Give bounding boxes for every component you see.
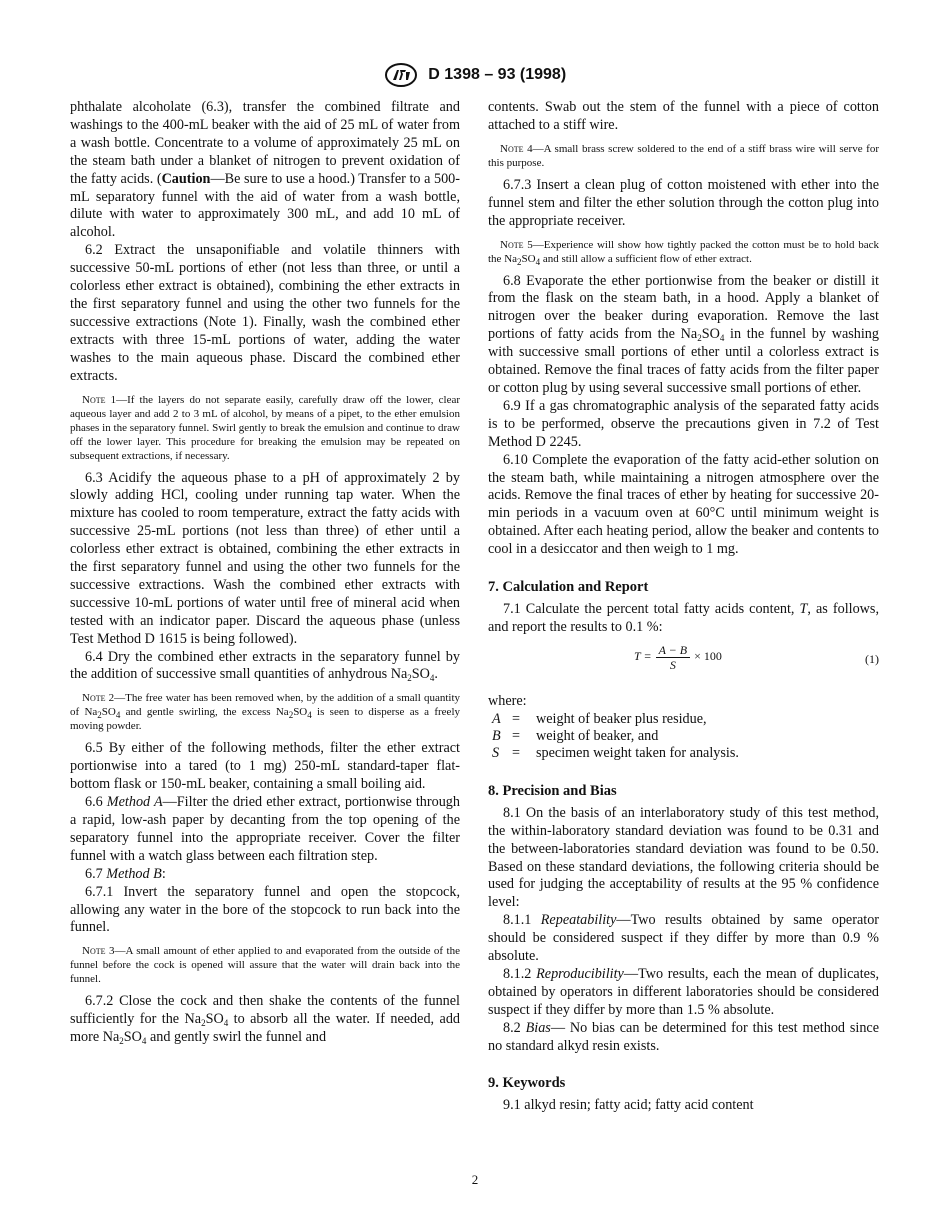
section-7-heading: 7. Calculation and Report	[488, 579, 649, 596]
left-column	[70, 99, 460, 1047]
document-designation: D 1398 – 93 (1998)	[428, 66, 567, 83]
equation-fraction	[656, 643, 691, 672]
paragraph-6-7-3: 6.7.3 Insert a clean plug of cotton moistened with ether into the funnel stem and filter the ether solution through the cotton plug into the appropriate receiver.	[488, 176, 879, 229]
note-5: Note 5—Experience will show how tightly packed the cotton must be to hold back the $Na_2SO_4$ and still allow a sufficient flow of ether extract.	[488, 238, 879, 267]
paragraph-6-2: 6.2 Extract the unsaponifiable and volatile thinners with successive 50-mL portions of ether (not less than three, or until a colorless ether extract is obtained), combining the ether extracts in the first separatory funnel and using the other two funnels for the successive extractions (Note 1). Finally, wash the combined ether extracts with three 15-mL portions of water, adding the water washes to the main aqueous phase. Discard the combined ether extracts.	[70, 242, 460, 384]
definition-row: S = specimen weight taken for analysis.	[492, 745, 739, 762]
paragraph-6-7-2: 6.7.2 Close the cock and then shake the contents of the funnel sufficiently for the $Na_2SO_4$ to absorb all the water. If needed, add more $Na_2SO_4$ and gently swirl the funnel and	[70, 993, 461, 1047]
paragraph-9-1: 9.1 alkyd resin; fatty acid; fatty acid content	[503, 1097, 754, 1114]
paragraph-8-1-2: 8.1.2 Reproducibility—Two results, each the mean of duplicates, obtained by operators in different laboratories should be considered suspect if they differ by more than 1.5 % absolute.	[488, 965, 880, 1018]
right-column	[488, 99, 879, 1115]
variable-definitions	[492, 711, 879, 763]
paragraph-6-1-continued: phthalate alcoholate (6.3), transfer the combined filtrate and washings to the 400-mL beaker with the aid of 25 mL of water from a wash bottle. Concentrate to a volume of approximately 25 mL on the steam bath under a blanket of nitrogen to prevent oxidation of the fatty acids. (Caution—Be sure to use a hood.) Transfer to a 500-mL separatory funnel with the aid of water from a wash bottle, dilute with water to approximately 300 mL, and add 10 mL of alcohol.	[70, 99, 460, 241]
definition-row: B = weight of beaker, and	[492, 728, 659, 745]
equation-denominator: S	[669, 657, 676, 672]
paragraph-6-9: 6.9 If a gas chromatographic analysis of the separated fatty acids is to be performed, observe the precautions given in 7.2 of Test Method D 2245.	[488, 397, 879, 450]
page-header	[0, 62, 950, 88]
note-3: Note 3—A small amount of ether applied to and evaporated from the outside of the funnel before the cock is opened will assure that the water will drain back into the funnel.	[70, 945, 460, 986]
note-4: Note 4—A small brass screw soldered to the end of a stiff brass wire will serve for this purpose.	[488, 142, 879, 169]
astm-logo	[384, 62, 418, 88]
note-1: Note 1—If the layers do not separate easily, carefully draw off the lower, clear aqueous layer and add 2 to 3 mL of alcohol, by means of a pipet, to the ether emulsion phases in the separatory funnel. Swirl gently to break the emulsion and continue to draw off the lower layer. This procedure for breaking the emulsion may be repeated on subsequent extractions, if necessary.	[70, 393, 460, 462]
equation-body	[634, 643, 722, 672]
paragraph-6-7-2-continued: contents. Swab out the stem of the funnel with a piece of cotton attached to a stiff wire.	[488, 99, 879, 133]
paragraph-6-7: 6.7 Method B:	[85, 865, 166, 882]
paragraph-6-7-1: 6.7.1 Invert the separatory funnel and open the stopcock, allowing any water in the bore of the stopcock to run back into the funnel.	[70, 883, 460, 936]
page-number: 2	[471, 1172, 479, 1187]
paragraph-6-4: 6.4 Dry the combined ether extracts in the separatory funnel by the addition of successive small quantities of anhydrous $Na_2SO_4$.	[70, 648, 460, 684]
note-2: Note 2—The free water has been removed when, by the addition of a small quantity of $Na_2SO_4$ and gentle swirling, the excess $Na_2SO_4$ is seen to disperse as a freely moving powder.	[70, 692, 460, 733]
paragraph-6-8: 6.8 Evaporate the ether portionwise from the beaker or distill it from the flask on the steam bath, in a hood. Apply a blanket of nitrogen over the beaker during evaporation. Remove the last portions of fatty acids from the $Na_2SO_4$ in the funnel by washing with successive small portions of ether until a colorless extract is obtained. Remove the final traces of fatty acids from the filter paper or cotton plug by using several successive small portions of ether.	[488, 272, 879, 396]
paragraph-8-1-1: 8.1.1 Repeatability—Two results obtained by same operator should be considered suspect if they differ by more than 0.9 % absolute.	[488, 912, 880, 965]
definition-row: A = weight of beaker plus residue,	[492, 710, 707, 727]
paragraph-6-6: 6.6 Method A—Filter the dried ether extract, portionwise through a rapid, low-ash paper by decanting from the top opening of the separatory funnel into the appropriate receiver. Cover the filter funnel with a watch glass between each filtration step.	[70, 794, 460, 864]
paragraph-6-5: 6.5 By either of the following methods, filter the ether extract portionwise into a tared (to 1 mg) 250-mL standard-taper flat-bottom flask or 150-mL beaker, containing a small boiling aid.	[70, 740, 460, 793]
equation-1	[488, 641, 879, 681]
paragraph-6-3: 6.3 Acidify the aqueous phase to a pH of approximately 2 by slowly adding HCl, cooling under running tap water. When the mixture has cooled to room temperature, extract the fatty acids with successive 25-mL portions (not less than three) of ether until a colorless ether extract is obtained, combining the ether extracts in the first separatory funnel and using the other two funnels for the successive extractions. Wash the combined ether extracts with successive 10-mL portions of water until free of mineral acid when tested with an indicator paper. Discard the aqueous phase (unless Test Method D 1615 is being followed).	[70, 469, 460, 647]
equation-numerator: A − B	[656, 643, 691, 658]
paragraph-6-10: 6.10 Complete the evaporation of the fatty acid-ether solution on the steam bath, while maintaining a nitrogen atmosphere over the acids. Remove the final traces of ether by heating for successive 20-min periods in a vacuum oven at 60°C until minimum weight is obtained. After each heating period, allow the beaker and contents to cool in a desiccator and then weigh to 1 mg.	[488, 451, 879, 558]
equation-number: (1)	[865, 651, 879, 666]
equation-lhs: T =	[634, 649, 652, 664]
paragraph-7-1: 7.1 Calculate the percent total fatty acids content, T, as follows, and report the results to 0.1 %:	[488, 600, 879, 635]
paragraph-8-2: 8.2 Bias— No bias can be determined for this test method since no standard alkyd resin exists.	[488, 1019, 880, 1054]
section-9-heading: 9. Keywords	[488, 1075, 566, 1092]
paragraph-8-1: 8.1 On the basis of an interlaboratory study of this test method, the within-laboratory standard deviation was found to be 0.31 and the between-laboratories standard deviation was found to be 0.50. Based on these standard deviations, the following criteria should be used for judging the acceptability of results at the 95 % confidence level:	[488, 804, 879, 911]
equation-rhs: × 100	[694, 649, 722, 664]
where-label: where:	[488, 692, 527, 709]
section-8-heading: 8. Precision and Bias	[488, 782, 617, 799]
